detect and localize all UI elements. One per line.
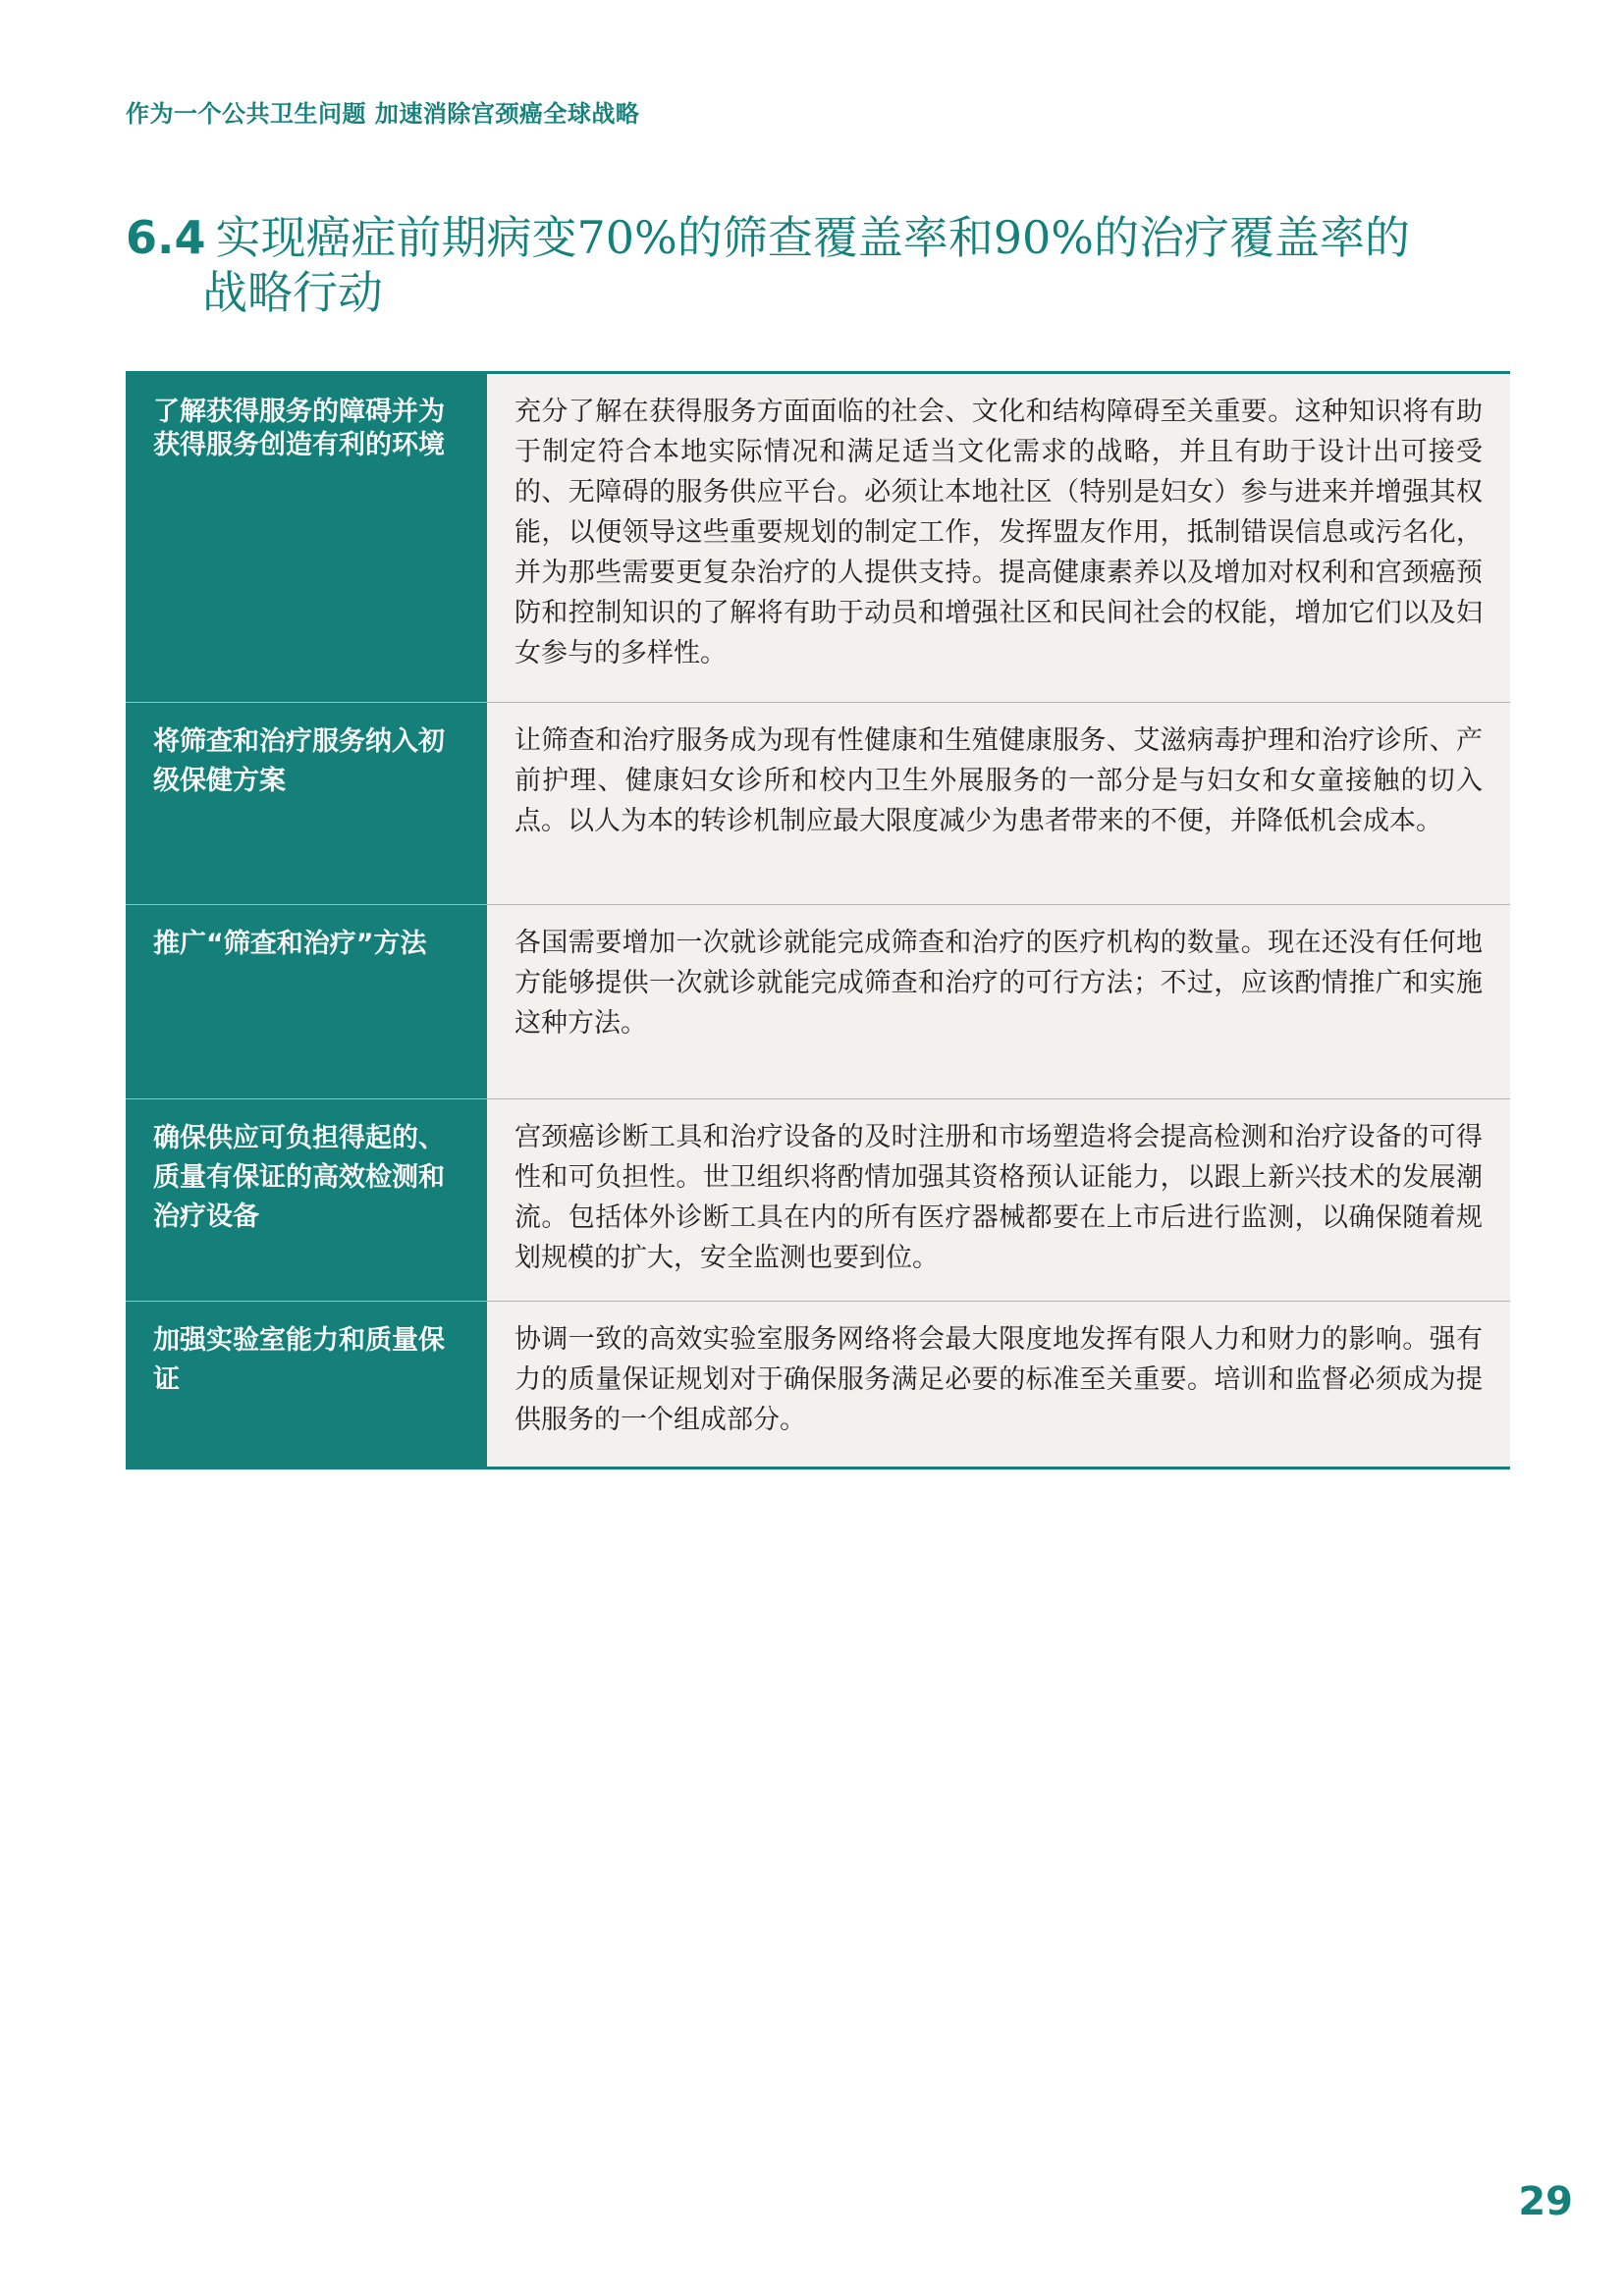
row-text: 充分了解在获得服务方面面临的社会、文化和结构障碍至关重要。这种知识将有助于制定符合本地实际情况和满足适当文化需求的战略，并且有助于设计出可接受的、无障碍的服务供应平台。必须让本地社区（特别是妇女）参与进来并增强其权能，以便领导这些重要规划的制定工作，发挥盟友作用，抵制错误信息或污名化，并为那些需要更复杂治疗的人提供支持。提高健康素养以及增加对权利和宫颈癌预防和控制知识的了解将有助于动员和增强社区和民间社会的权能，增加它们以及妇女参与的多样性。 bbox=[487, 374, 1510, 702]
page-number: 29 bbox=[1518, 2179, 1573, 2224]
section-title-line1: 实现癌症前期病变70%的筛查覆盖率和90%的治疗覆盖率的 bbox=[215, 211, 1410, 264]
section-title bbox=[126, 210, 1520, 320]
row-text: 宫颈癌诊断工具和治疗设备的及时注册和市场塑造将会提高检测和治疗设备的可得性和可负担性。世卫组织将酌情加强其资格预认证能力，以跟上新兴技术的发展潮流。包括体外诊断工具在内的所有医疗器械都要在上市后进行监测，以确保随着规划规模的扩大，安全监测也要到位。 bbox=[487, 1099, 1510, 1301]
section-title-line2: 战略行动 bbox=[202, 266, 383, 319]
row-text: 协调一致的高效实验室服务网络将会最大限度地发挥有限人力和财力的影响。强有力的质量保证规划对于确保服务满足必要的标准至关重要。培训和监督必须成为提供服务的一个组成部分。 bbox=[487, 1302, 1510, 1467]
section-number: 6.4 bbox=[126, 211, 206, 264]
table-row bbox=[126, 904, 1510, 1098]
strategic-actions-table bbox=[126, 371, 1510, 1469]
table-row bbox=[126, 702, 1510, 904]
row-text: 各国需要增加一次就诊就能完成筛查和治疗的医疗机构的数量。现在还没有任何地方能够提供一次就诊就能完成筛查和治疗的可行方法；不过，应该酌情推广和实施这种方法。 bbox=[487, 905, 1510, 1098]
row-text: 让筛查和治疗服务成为现有性健康和生殖健康服务、艾滋病毒护理和治疗诊所、产前护理、健康妇女诊所和校内卫生外展服务的一部分是与妇女和女童接触的切入点。以人为本的转诊机制应最大限度减少为患者带来的不便，并降低机会成本。 bbox=[487, 703, 1510, 904]
row-label: 了解获得服务的障碍并为获得服务创造有利的环境 bbox=[126, 374, 487, 702]
table-row bbox=[126, 1098, 1510, 1301]
running-header: 作为一个公共卫生问题 加速消除宫颈癌全球战略 bbox=[126, 100, 640, 128]
row-label: 确保供应可负担得起的、质量有保证的高效检测和治疗设备 bbox=[126, 1099, 487, 1301]
row-label: 加强实验室能力和质量保证 bbox=[126, 1302, 487, 1467]
row-label: 将筛查和治疗服务纳入初级保健方案 bbox=[126, 703, 487, 904]
row-label: 推广“筛查和治疗”方法 bbox=[126, 905, 487, 1098]
table-row bbox=[126, 374, 1510, 702]
table-row bbox=[126, 1301, 1510, 1467]
